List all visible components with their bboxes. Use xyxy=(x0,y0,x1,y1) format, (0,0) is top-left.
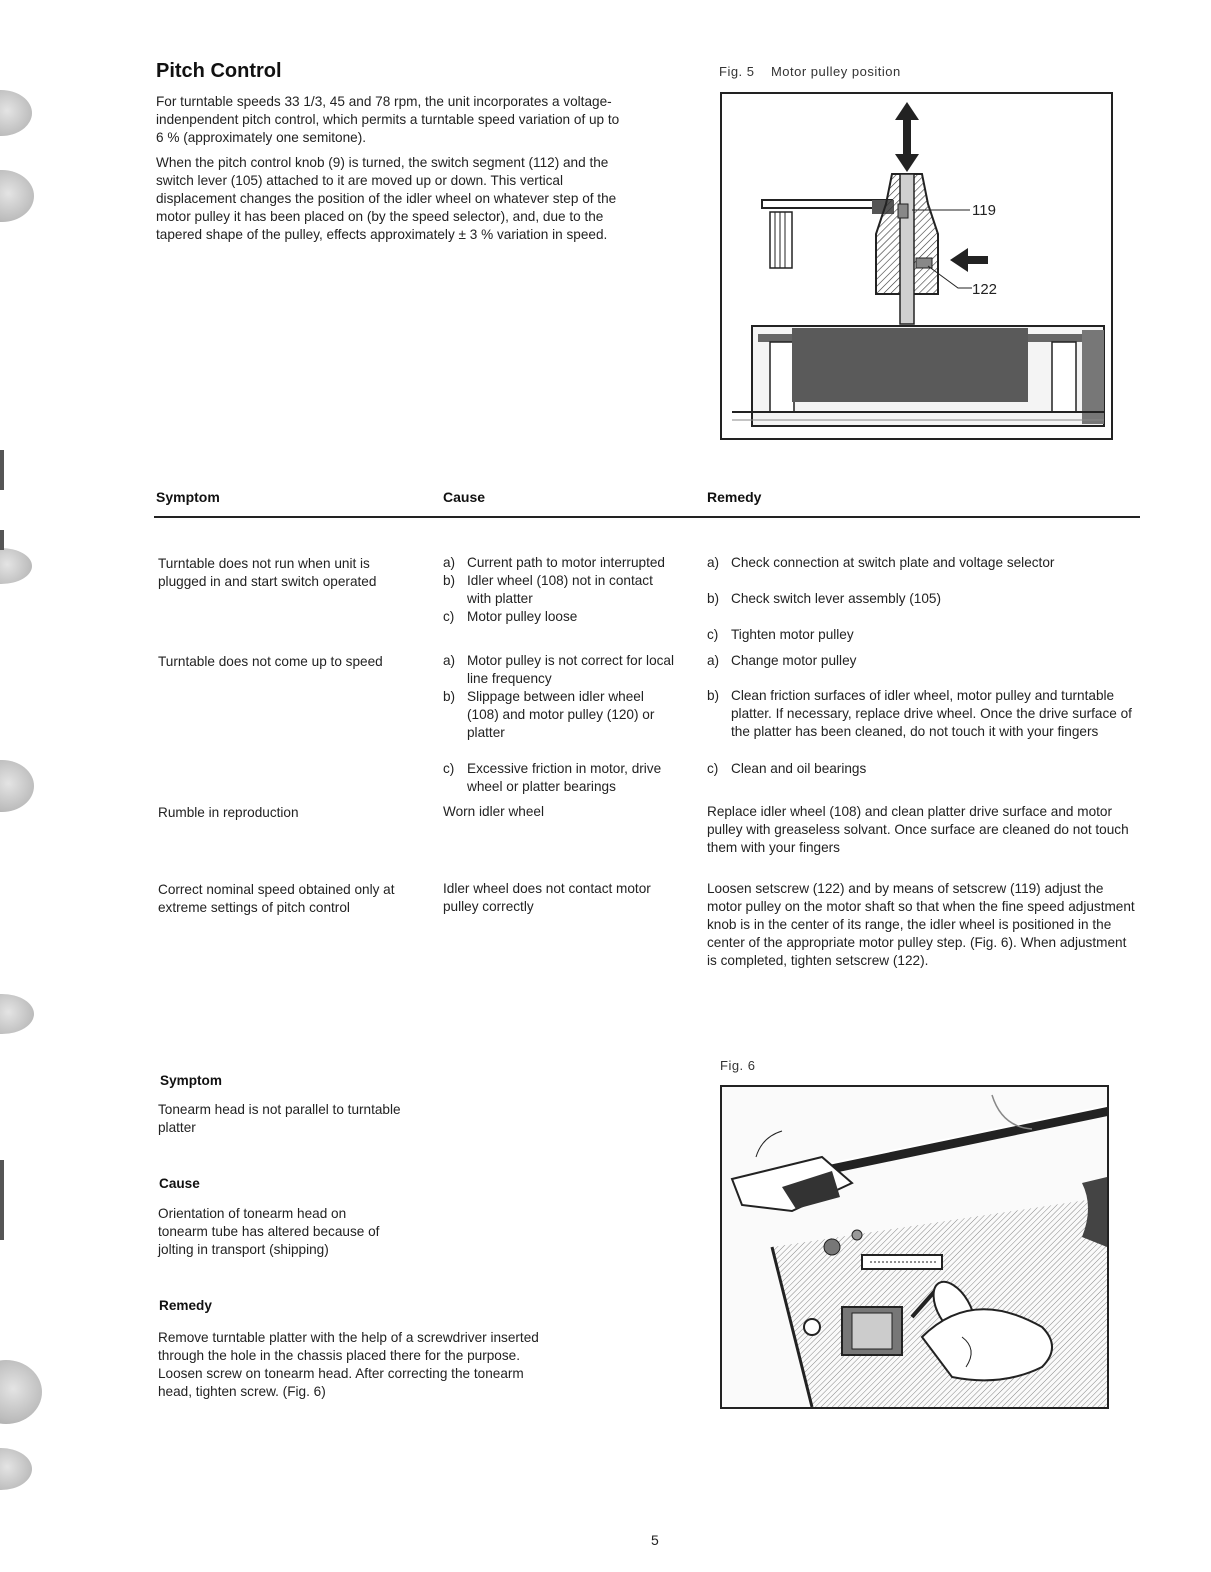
binder-edge xyxy=(0,530,4,550)
tonearm-remedy-text: Remove turntable platter with the help of a screwdriver inserted through the hole in the chassis placed there for the purpose. Loosen screw on tonearm head. After correcting the tonearm head, tighten screw. (Fig. 6) xyxy=(158,1330,539,1399)
list-item: a) Motor pulley is not correct for local line frequency xyxy=(443,653,675,686)
list-item: c) Excessive friction in motor, drive wheel or platter bearings xyxy=(443,761,662,794)
list-item: b) Idler wheel (108) not in contact with platter xyxy=(443,573,653,606)
list-item: c) Motor pulley loose xyxy=(443,609,578,624)
fig5-caption: Fig. 5 Motor pulley position xyxy=(719,64,901,79)
cause-column-header: Cause xyxy=(443,489,486,505)
list-item: a) Change motor pulley xyxy=(707,653,857,668)
vertical-arrow-icon xyxy=(895,102,919,172)
list-item: b) Clean friction surfaces of idler wheel, motor pulley and turntable platter. If necessary, replace drive wheel. Once the drive surface of the platter has been cleaned, do not touch it with your fingers xyxy=(707,688,1132,739)
table-row-4-symptom: Correct nominal speed obtained only at extreme settings of pitch control xyxy=(158,882,395,915)
tonearm-remedy-heading: Remedy xyxy=(159,1298,212,1313)
binder-hole xyxy=(0,1360,42,1424)
table-row-3-remedy: Replace idler wheel (108) and clean platter drive surface and motor pulley with greaseless solvant. Once surface are cleaned do not touch them with your fingers xyxy=(707,804,1129,855)
header-rule xyxy=(154,516,1140,518)
table-row-2-symptom: Turntable does not come up to speed xyxy=(158,654,383,669)
table-row-2-remedy xyxy=(707,652,1139,778)
table-row-4-cause: Idler wheel does not contact motor pulley correctly xyxy=(443,881,651,914)
tonearm-cause-text: Orientation of tonearm head on tonearm tube has altered because of jolting in transport (shipping) xyxy=(158,1206,380,1257)
pitch-control-paragraph-2: When the pitch control knob (9) is turned, the switch segment (112) and the switch lever (105) attached to it are moved up or down. This vertical displacement changes the position of the idler wheel on whatever step of the motor pulley it has been placed on (by the speed selector), and, due to the tapered shape of the pulley, effects approximately ± 3 % variation in speed. xyxy=(156,155,617,242)
table-row-3-symptom: Rumble in reproduction xyxy=(158,805,299,820)
list-item: b) Slippage between idler wheel (108) and motor pulley (120) or platter xyxy=(443,689,655,740)
binder-hole xyxy=(0,170,34,222)
binder-hole xyxy=(0,548,32,584)
fig5-motor-pulley-illustration xyxy=(720,92,1113,440)
table-row-4-remedy: Loosen setscrew (122) and by means of setscrew (119) adjust the motor pulley on the motor shaft so that when the fine speed adjustment knob is in the center of its range, the idler wheel is positioned in the center of the appropriate motor pulley step. (Fig. 6). When adjustment is completed, tighten setscrew (122). xyxy=(707,881,1135,968)
page-number: 5 xyxy=(651,1532,659,1548)
list-item: c) Clean and oil bearings xyxy=(707,761,867,776)
symptom-column-header: Symptom xyxy=(156,489,220,505)
remedy-column-header: Remedy xyxy=(707,489,762,505)
list-item: a) Current path to motor interrupted xyxy=(443,555,665,570)
tonearm-cause-heading: Cause xyxy=(159,1176,200,1191)
table-row-1-cause xyxy=(443,554,679,626)
tonearm-symptom-text: Tonearm head is not parallel to turntable platter xyxy=(158,1102,401,1135)
side-arrow-icon xyxy=(950,248,988,272)
table-row-1-remedy xyxy=(707,554,1139,644)
label-122: 122 xyxy=(972,281,998,298)
list-item: c) Tighten motor pulley xyxy=(707,627,854,642)
list-item: a) Check connection at switch plate and voltage selector xyxy=(707,555,1055,570)
fig6-tonearm-illustration xyxy=(720,1085,1109,1409)
binder-hole xyxy=(0,994,34,1034)
binder-hole xyxy=(0,760,34,812)
binder-hole xyxy=(0,1448,32,1490)
pitch-control-paragraph-1: For turntable speeds 33 1/3, 45 and 78 rpm, the unit incorporates a voltage-indenpendent pitch control, which permits a turntable speed variation of up to 6 % (approximately one semitone). xyxy=(156,94,620,145)
label-119: 119 xyxy=(972,202,996,219)
binder-hole xyxy=(0,90,32,136)
fig6-caption: Fig. 6 xyxy=(720,1058,756,1073)
list-item: b) Check switch lever assembly (105) xyxy=(707,591,942,606)
section-title: Pitch Control xyxy=(156,60,282,82)
motor-pulley-drawing xyxy=(722,94,1111,438)
table-row-3-cause: Worn idler wheel xyxy=(443,804,544,819)
tonearm-adjustment-drawing xyxy=(722,1087,1107,1407)
binder-edge xyxy=(0,450,4,490)
binder-edge xyxy=(0,1160,4,1240)
table-row-1-symptom: Turntable does not run when unit is plugged in and start switch operated xyxy=(158,556,377,589)
tonearm-symptom-heading: Symptom xyxy=(160,1073,222,1088)
table-row-2-cause xyxy=(443,652,679,796)
